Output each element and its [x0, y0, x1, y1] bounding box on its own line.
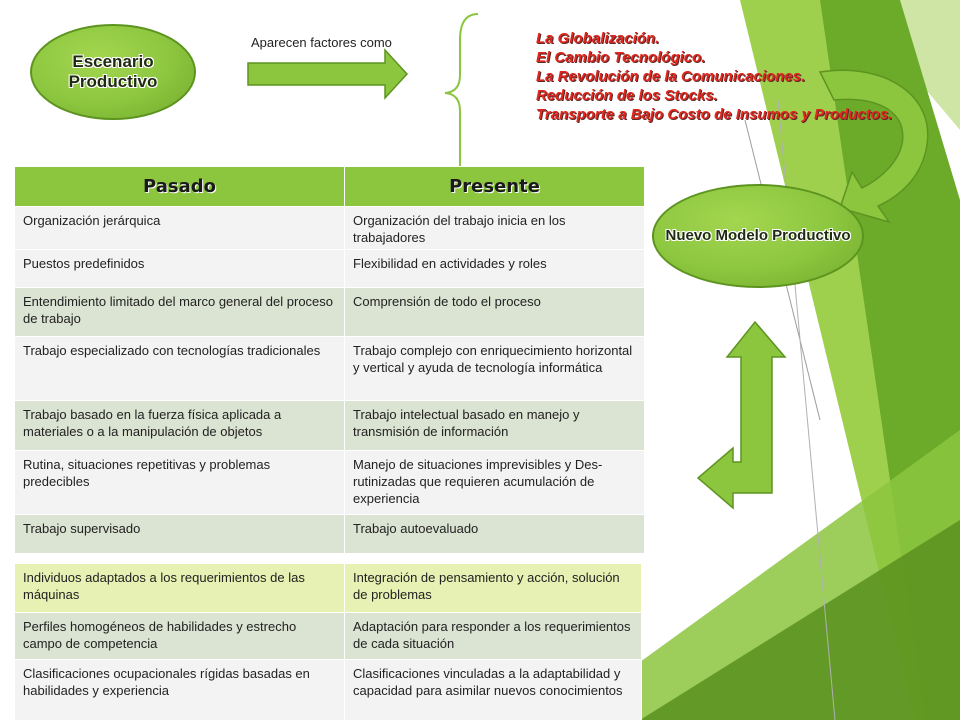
pasado-cell: Trabajo basado en la fuerza física aplicada a materiales o a la manipulación de objetos [15, 401, 345, 451]
presente-cell: Flexibilidad en actividades y roles [345, 250, 645, 288]
brace-icon [445, 14, 478, 175]
arrow-caption: Aparecen factores como [251, 35, 392, 50]
presente-cell: Manejo de situaciones imprevisibles y Des-rutinizadas que requieren acumulación de experiencia [345, 451, 645, 515]
header-pasado: Pasado [15, 167, 345, 207]
factor-item [500, 29, 920, 48]
pasado-cell: Clasificaciones ocupacionales rígidas basadas en habilidades y experiencia [15, 660, 345, 721]
escenario-productivo-label: Escenario Productivo [68, 52, 158, 91]
factor-item [500, 48, 920, 67]
factor-text: El Cambio Tecnológico. [536, 49, 706, 66]
table-row [15, 207, 645, 250]
pasado-cell: Organización jerárquica [15, 207, 345, 250]
nuevo-modelo-node [652, 184, 864, 288]
pasado-cell: Trabajo supervisado [15, 515, 345, 554]
factor-item [500, 67, 920, 86]
table-row [15, 401, 645, 451]
pasado-cell: Trabajo especializado con tecnologías tradicionales [15, 337, 345, 401]
factor-text: Transporte a Bajo Costo de Insumos y Productos. [536, 106, 893, 123]
presente-cell: Trabajo intelectual basado en manejo y transmisión de información [345, 401, 645, 451]
nuevo-modelo-label: Nuevo Modelo Productivo [665, 227, 851, 245]
factor-text: La Globalización. [536, 30, 660, 47]
table-row [15, 613, 642, 660]
comparison-table-continued [14, 563, 642, 721]
table-row [15, 250, 645, 288]
table-row [15, 288, 645, 337]
comparison-table [14, 166, 645, 554]
right-arrow-icon [248, 50, 407, 98]
presente-cell: Organización del trabajo inicia en los trabajadores [345, 207, 645, 250]
header-presente: Presente [345, 167, 645, 207]
bent-double-arrow-icon [698, 322, 785, 508]
factor-text: La Revolución de la Comunicaciones. [536, 68, 806, 85]
presente-cell: Integración de pensamiento y acción, solución de problemas [345, 564, 642, 613]
table-row [15, 564, 642, 613]
presente-cell: Trabajo autoevaluado [345, 515, 645, 554]
factor-item [500, 86, 920, 105]
presente-cell: Clasificaciones vinculadas a la adaptabilidad y capacidad para asimilar nuevos conocimientos [345, 660, 642, 721]
table-row [15, 660, 642, 721]
factor-item [500, 105, 920, 124]
table-row [15, 451, 645, 515]
presente-cell: Adaptación para responder a los requerimientos de cada situación [345, 613, 642, 660]
factor-list [500, 29, 920, 124]
pasado-cell: Individuos adaptados a los requerimientos de las máquinas [15, 564, 345, 613]
pasado-cell: Entendimiento limitado del marco general del proceso de trabajo [15, 288, 345, 337]
table-header-row [15, 167, 645, 207]
pasado-cell: Puestos predefinidos [15, 250, 345, 288]
table-row [15, 515, 645, 554]
presente-cell: Comprensión de todo el proceso [345, 288, 645, 337]
escenario-productivo-node [30, 24, 196, 120]
presente-cell: Trabajo complejo con enriquecimiento horizontal y vertical y ayuda de tecnología informática [345, 337, 645, 401]
table-row [15, 337, 645, 401]
pasado-cell: Rutina, situaciones repetitivas y problemas predecibles [15, 451, 345, 515]
pasado-cell: Perfiles homogéneos de habilidades y estrecho campo de competencia [15, 613, 345, 660]
factor-text: Reducción de los Stocks. [536, 87, 718, 104]
